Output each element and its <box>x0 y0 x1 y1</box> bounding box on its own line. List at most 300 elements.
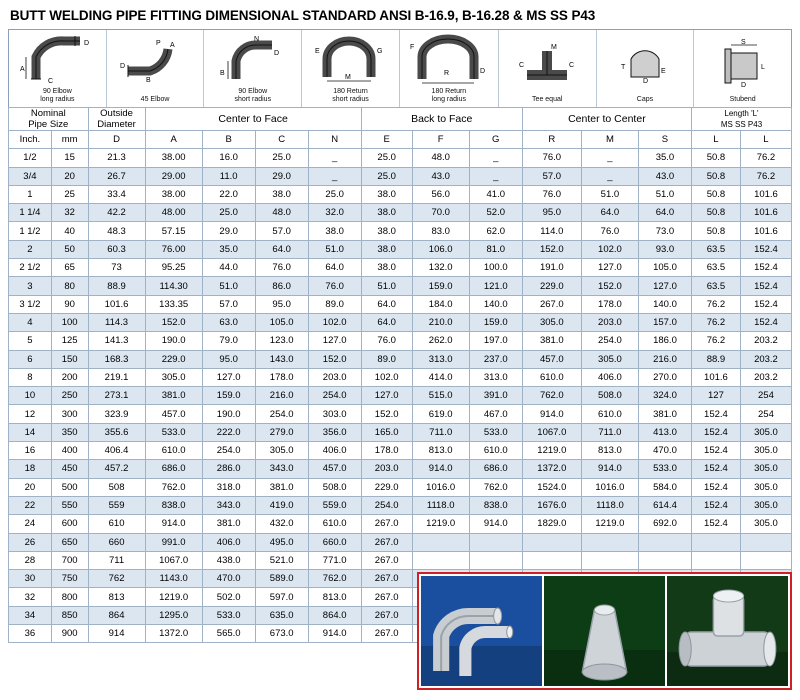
table-row <box>9 240 792 258</box>
table-cell: 203.2 <box>740 332 791 350</box>
table-cell: 38.0 <box>308 222 361 240</box>
table-cell: 50 <box>51 240 88 258</box>
table-cell: 203.2 <box>740 350 791 368</box>
table-cell: 95.0 <box>522 204 581 222</box>
table-cell: 381.0 <box>522 332 581 350</box>
table-cell: 41.0 <box>469 185 522 203</box>
table-cell <box>581 533 638 551</box>
table-cell: 650 <box>51 533 88 551</box>
table-cell: 270.0 <box>638 368 691 386</box>
diagram-caption <box>637 96 653 105</box>
cell-nominal-inch: 36 <box>9 625 52 643</box>
table-cell: 400 <box>51 442 88 460</box>
elbow-fittings-photo <box>421 576 542 686</box>
table-cell: 700 <box>51 551 88 569</box>
cell-nominal-inch: 1 1/4 <box>9 204 52 222</box>
table-cell: 610.0 <box>522 368 581 386</box>
table-cell: 73 <box>88 259 145 277</box>
table-cell: 350 <box>51 423 88 441</box>
svg-text:C: C <box>48 78 54 85</box>
table-cell: 1372.0 <box>145 625 202 643</box>
table-cell: 38.00 <box>145 149 202 167</box>
table-row <box>9 204 792 222</box>
table-cell: 64.0 <box>638 204 691 222</box>
col-m: M <box>581 131 638 149</box>
header-center-to-center: Center to Center <box>522 108 691 131</box>
cell-nominal-inch: 2 <box>9 240 52 258</box>
table-cell: 81.0 <box>469 240 522 258</box>
table-cell: 1143.0 <box>145 570 202 588</box>
diagram-cell-180-return-long <box>400 30 499 107</box>
table-cell: 51.0 <box>308 240 361 258</box>
table-cell: 152.4 <box>691 478 740 496</box>
table-cell: 254.0 <box>202 442 255 460</box>
table-cell: 406.0 <box>581 368 638 386</box>
table-cell: 762 <box>88 570 145 588</box>
table-row <box>9 332 792 350</box>
table-cell: 150 <box>51 350 88 368</box>
table-cell: 914.0 <box>469 515 522 533</box>
table-cell: 25 <box>51 185 88 203</box>
col-c: C <box>255 131 308 149</box>
table-cell: 343.0 <box>255 460 308 478</box>
table-row <box>9 295 792 313</box>
cell-nominal-inch: 12 <box>9 405 52 423</box>
table-cell: 300 <box>51 405 88 423</box>
table-cell: 203.2 <box>740 368 791 386</box>
table-cell: 600 <box>51 515 88 533</box>
table-cell: 470.0 <box>638 442 691 460</box>
col-inch: Inch. <box>9 131 52 149</box>
table-cell: 29.0 <box>202 222 255 240</box>
table-cell: 343.0 <box>202 496 255 514</box>
cell-nominal-inch: 30 <box>9 570 52 588</box>
table-cell: 406.0 <box>308 442 361 460</box>
table-cell: 76.2 <box>740 167 791 185</box>
diagram-sub: long radius <box>40 96 75 103</box>
table-cell: 38.00 <box>145 185 202 203</box>
table-cell: 38.0 <box>255 185 308 203</box>
table-cell: 101.6 <box>740 204 791 222</box>
table-cell: 457.0 <box>308 460 361 478</box>
table-cell: 33.4 <box>88 185 145 203</box>
diagram-name: Stubend <box>729 96 756 103</box>
table-cell: 305.0 <box>255 442 308 460</box>
table-cell: 100.0 <box>469 259 522 277</box>
table-cell: 29.0 <box>255 167 308 185</box>
table-cell: 610.0 <box>469 442 522 460</box>
table-cell: 470.0 <box>202 570 255 588</box>
table-cell: 101.6 <box>740 222 791 240</box>
table-cell: 76.2 <box>740 149 791 167</box>
table-cell: 50.8 <box>691 149 740 167</box>
return-180-short-icon <box>302 30 399 88</box>
table-cell: 64.0 <box>255 240 308 258</box>
table-cell <box>691 533 740 551</box>
table-cell: 25.0 <box>308 185 361 203</box>
table-cell: 152.4 <box>691 460 740 478</box>
table-cell: 1067.0 <box>522 423 581 441</box>
table-cell: 152.4 <box>691 442 740 460</box>
table-cell: 178.0 <box>361 442 412 460</box>
table-cell: 101.6 <box>88 295 145 313</box>
elbow-90-short-icon <box>204 30 301 88</box>
table-cell: 62.0 <box>469 222 522 240</box>
table-cell: 762.0 <box>522 387 581 405</box>
diagram-name: Caps <box>636 96 654 103</box>
cell-nominal-inch: 14 <box>9 423 52 441</box>
table-cell: 63.5 <box>691 259 740 277</box>
tee-equal-icon <box>499 30 596 96</box>
table-cell: 565.0 <box>202 625 255 643</box>
table-cell: 127.0 <box>638 277 691 295</box>
table-cell: 90 <box>51 295 88 313</box>
diagram-caption <box>532 96 562 105</box>
table-cell: 141.3 <box>88 332 145 350</box>
table-cell: 267.0 <box>361 515 412 533</box>
table-row <box>9 496 792 514</box>
table-cell <box>691 551 740 569</box>
table-cell: 79.0 <box>202 332 255 350</box>
table-cell: 88.9 <box>88 277 145 295</box>
table-cell: 610.0 <box>581 405 638 423</box>
table-cell: 813 <box>88 588 145 606</box>
table-cell: 95.0 <box>202 350 255 368</box>
table-cell: 159.0 <box>469 313 522 331</box>
fitting-diagram-strip <box>8 29 792 107</box>
table-row <box>9 167 792 185</box>
svg-text:G: G <box>376 48 382 55</box>
table-cell: 22.0 <box>202 185 255 203</box>
table-cell: 254.0 <box>581 332 638 350</box>
table-cell: 686.0 <box>145 460 202 478</box>
diagram-cell-caps <box>597 30 695 107</box>
table-cell: 508.0 <box>308 478 361 496</box>
table-cell <box>412 551 469 569</box>
table-row <box>9 405 792 423</box>
table-cell: 813.0 <box>581 442 638 460</box>
table-cell: 52.0 <box>469 204 522 222</box>
table-cell: 711.0 <box>412 423 469 441</box>
cell-nominal-inch: 24 <box>9 515 52 533</box>
table-cell: 686.0 <box>469 460 522 478</box>
table-cell: 20 <box>51 167 88 185</box>
table-cell: 95.25 <box>145 259 202 277</box>
table-row <box>9 515 792 533</box>
table-cell: 210.0 <box>412 313 469 331</box>
table-cell: 64.0 <box>361 295 412 313</box>
table-cell: 105.0 <box>255 313 308 331</box>
table-cell: 25.0 <box>361 167 412 185</box>
table-cell: 313.0 <box>412 350 469 368</box>
table-cell: 267.0 <box>361 533 412 551</box>
table-cell: 1676.0 <box>522 496 581 514</box>
table-cell: 457.0 <box>522 350 581 368</box>
svg-text:D: D <box>479 68 485 75</box>
table-cell: 140.0 <box>469 295 522 313</box>
table-row <box>9 313 792 331</box>
table-cell: 186.0 <box>638 332 691 350</box>
table-cell: 589.0 <box>255 570 308 588</box>
table-cell: 305.0 <box>581 350 638 368</box>
table-cell: 152.4 <box>740 240 791 258</box>
svg-text:A: A <box>20 66 26 73</box>
col-l2: L <box>740 131 791 149</box>
table-cell: 60.3 <box>88 240 145 258</box>
svg-text:R: R <box>443 70 449 77</box>
table-cell: 127.0 <box>581 259 638 277</box>
svg-text:M: M <box>551 44 558 51</box>
diagram-sub: short radius <box>332 96 369 103</box>
table-cell: 254.0 <box>361 496 412 514</box>
table-cell: 273.1 <box>88 387 145 405</box>
table-cell: 63.5 <box>691 277 740 295</box>
table-cell: 813.0 <box>308 588 361 606</box>
header-nominal-pipe-size: Nominal Pipe Size <box>9 108 89 131</box>
svg-text:D: D <box>84 40 90 47</box>
table-cell: 101.6 <box>740 185 791 203</box>
table-cell <box>581 551 638 569</box>
diagram-caption <box>432 88 467 105</box>
elbow-90-long-icon <box>9 30 106 88</box>
table-header <box>9 108 792 149</box>
stubend-icon <box>694 30 791 96</box>
svg-text:E: E <box>314 48 320 55</box>
svg-text:F: F <box>409 44 415 51</box>
table-cell: 254.0 <box>255 405 308 423</box>
table-cell: 16.0 <box>202 149 255 167</box>
table-cell: 102.0 <box>308 313 361 331</box>
svg-text:D: D <box>642 78 649 85</box>
table-row <box>9 423 792 441</box>
col-l1: L <box>691 131 740 149</box>
table-cell: 391.0 <box>469 387 522 405</box>
svg-text:S: S <box>740 39 746 46</box>
table-cell: 152.0 <box>522 240 581 258</box>
table-cell: 610.0 <box>145 442 202 460</box>
table-cell: 114.3 <box>88 313 145 331</box>
table-cell: 50.8 <box>691 204 740 222</box>
table-cell: 267.0 <box>361 625 412 643</box>
svg-text:M: M <box>344 74 351 81</box>
diagram-caption <box>730 96 756 105</box>
table-cell: 521.0 <box>255 551 308 569</box>
table-cell: 123.0 <box>255 332 308 350</box>
table-cell: 432.0 <box>255 515 308 533</box>
table-cell: 50.8 <box>691 222 740 240</box>
table-cell: 152.4 <box>691 496 740 514</box>
table-cell: 279.0 <box>255 423 308 441</box>
diagram-caption <box>141 96 170 105</box>
cell-nominal-inch: 34 <box>9 606 52 624</box>
table-cell: 152.4 <box>740 259 791 277</box>
table-cell <box>638 551 691 569</box>
table-cell: 305.0 <box>740 460 791 478</box>
table-cell: 152.4 <box>691 405 740 423</box>
table-cell: 15 <box>51 149 88 167</box>
dimensions-table <box>8 107 792 643</box>
table-cell: 1219.0 <box>522 442 581 460</box>
cell-nominal-inch: 1 <box>9 185 52 203</box>
table-cell: 991.0 <box>145 533 202 551</box>
table-cell <box>740 551 791 569</box>
table-cell: 190.0 <box>145 332 202 350</box>
table-cell: 619.0 <box>412 405 469 423</box>
table-cell: 1118.0 <box>412 496 469 514</box>
table-cell: 508 <box>88 478 145 496</box>
cell-nominal-inch: 10 <box>9 387 52 405</box>
table-cell: 267.0 <box>522 295 581 313</box>
svg-text:C: C <box>519 62 525 69</box>
table-cell: 550 <box>51 496 88 514</box>
diagram-name: 45 Elbow <box>140 96 170 103</box>
table-cell: 305.0 <box>740 478 791 496</box>
table-cell: 262.0 <box>412 332 469 350</box>
table-cell: 76.0 <box>522 149 581 167</box>
table-cell: 127.0 <box>308 332 361 350</box>
table-cell: 305.0 <box>740 423 791 441</box>
table-cell: 900 <box>51 625 88 643</box>
table-cell: 305.0 <box>522 313 581 331</box>
table-cell: 76.0 <box>308 277 361 295</box>
table-cell: 692.0 <box>638 515 691 533</box>
svg-text:P: P <box>156 40 161 47</box>
table-cell: 88.9 <box>691 350 740 368</box>
cell-nominal-inch: 22 <box>9 496 52 514</box>
table-row <box>9 551 792 569</box>
table-cell: 1372.0 <box>522 460 581 478</box>
table-cell: 83.0 <box>412 222 469 240</box>
table-cell: 191.0 <box>522 259 581 277</box>
table-cell: 457.0 <box>145 405 202 423</box>
table-cell: 229.0 <box>522 277 581 295</box>
cell-nominal-inch: 2 1/2 <box>9 259 52 277</box>
table-cell: 406.4 <box>88 442 145 460</box>
table-cell: 467.0 <box>469 405 522 423</box>
table-cell: 51.0 <box>638 185 691 203</box>
table-cell: 51.0 <box>361 277 412 295</box>
table-cell: 29.00 <box>145 167 202 185</box>
page-title: BUTT WELDING PIPE FITTING DIMENSIONAL STANDARD ANSI B-16.9, B-16.28 & MS SS P43 <box>10 8 596 23</box>
table-cell: 254.0 <box>308 387 361 405</box>
table-cell: 56.0 <box>412 185 469 203</box>
table-cell: 914.0 <box>581 460 638 478</box>
table-cell: 864 <box>88 606 145 624</box>
table-row <box>9 222 792 240</box>
table-cell: 1829.0 <box>522 515 581 533</box>
table-cell: 533.0 <box>145 423 202 441</box>
table-cell: 1219.0 <box>412 515 469 533</box>
table-cell: 313.0 <box>469 368 522 386</box>
svg-text:B: B <box>146 77 151 84</box>
table-cell <box>522 533 581 551</box>
table-cell: 48.0 <box>412 149 469 167</box>
diagram-cell-180-return-short <box>302 30 400 107</box>
table-cell: 254 <box>740 387 791 405</box>
cell-nominal-inch: 28 <box>9 551 52 569</box>
col-f: F <box>412 131 469 149</box>
table-cell: 414.0 <box>412 368 469 386</box>
tee-fitting-photo <box>667 576 788 686</box>
table-cell: 102.0 <box>361 368 412 386</box>
table-cell: 114.30 <box>145 277 202 295</box>
table-cell: 43.0 <box>412 167 469 185</box>
table-cell: 914.0 <box>522 405 581 423</box>
table-cell: 51.0 <box>202 277 255 295</box>
table-cell: 64.0 <box>308 259 361 277</box>
cell-nominal-inch: 3 1/2 <box>9 295 52 313</box>
table-cell: 381.0 <box>145 387 202 405</box>
svg-text:B: B <box>219 70 225 77</box>
col-r: R <box>522 131 581 149</box>
table-cell: 559.0 <box>308 496 361 514</box>
table-cell: 1219.0 <box>581 515 638 533</box>
table-cell: 44.0 <box>202 259 255 277</box>
table-cell: 197.0 <box>469 332 522 350</box>
table-cell: 914.0 <box>145 515 202 533</box>
table-cell: _ <box>469 149 522 167</box>
table-cell: 267.0 <box>361 606 412 624</box>
table-cell: 219.1 <box>88 368 145 386</box>
table-row <box>9 149 792 167</box>
table-cell: 70.0 <box>412 204 469 222</box>
table-cell: 38.0 <box>361 259 412 277</box>
table-cell: 229.0 <box>145 350 202 368</box>
table-cell: 914.0 <box>308 625 361 643</box>
table-cell: 76.00 <box>145 240 202 258</box>
table-cell: 533.0 <box>202 606 255 624</box>
table-cell <box>638 533 691 551</box>
table-cell: 76.2 <box>691 332 740 350</box>
table-cell: 152.0 <box>361 405 412 423</box>
table-row <box>9 442 792 460</box>
diagram-caption <box>332 88 369 105</box>
table-cell: 318.0 <box>202 478 255 496</box>
table-cell: 76.0 <box>522 185 581 203</box>
table-cell: 438.0 <box>202 551 255 569</box>
table-row <box>9 368 792 386</box>
table-cell: 838.0 <box>145 496 202 514</box>
table-cell: 132.0 <box>412 259 469 277</box>
table-cell: 267.0 <box>361 570 412 588</box>
table-cell: 121.0 <box>469 277 522 295</box>
table-cell: 1067.0 <box>145 551 202 569</box>
table-cell <box>469 551 522 569</box>
svg-text:L: L <box>760 64 765 71</box>
table-cell: 500 <box>51 478 88 496</box>
diagram-name: 90 Elbow <box>238 88 268 95</box>
table-cell: 1016.0 <box>581 478 638 496</box>
table-cell: 450 <box>51 460 88 478</box>
table-cell: 237.0 <box>469 350 522 368</box>
cell-nominal-inch: 20 <box>9 478 52 496</box>
table-cell: 63.5 <box>691 240 740 258</box>
header-outside-diameter: Outside Diameter <box>88 108 145 131</box>
table-cell: 38.0 <box>361 204 412 222</box>
table-cell: 140.0 <box>638 295 691 313</box>
table-cell: _ <box>581 149 638 167</box>
table-cell: 635.0 <box>255 606 308 624</box>
table-group-header-row <box>9 108 792 131</box>
table-cell: 267.0 <box>361 551 412 569</box>
cap-icon <box>597 30 694 96</box>
col-d: D <box>88 131 145 149</box>
table-cell: 35.0 <box>202 240 255 258</box>
table-cell: 750 <box>51 570 88 588</box>
table-cell: 93.0 <box>638 240 691 258</box>
table-cell: 419.0 <box>255 496 308 514</box>
table-row <box>9 350 792 368</box>
